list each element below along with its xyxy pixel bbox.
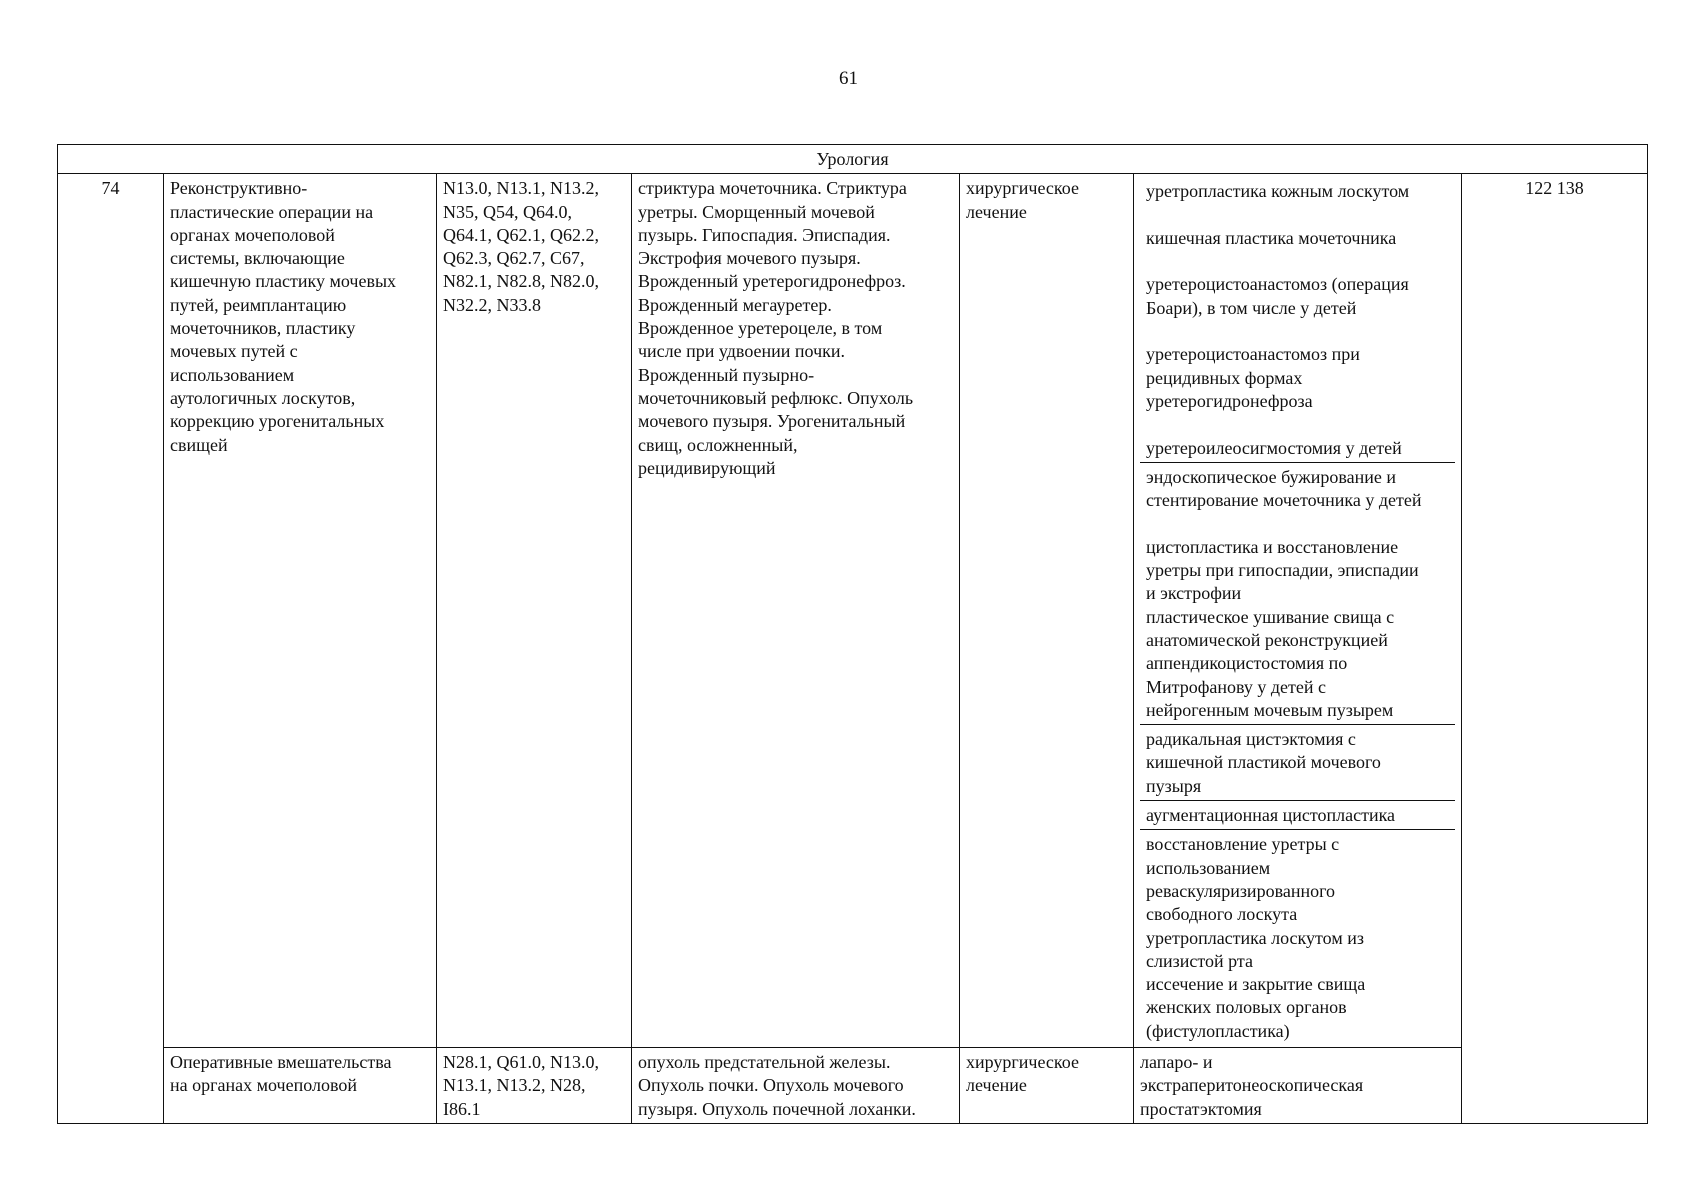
text-line: Q64.1, Q62.1, Q62.2, (443, 224, 599, 245)
method-line: иссечение и закрытие свища (1146, 974, 1366, 995)
method-line: уретропластика кожным лоскутом (1146, 181, 1410, 202)
method-line: кишечной пластикой мочевого (1146, 752, 1381, 773)
text-line: Врожденное уретероцеле, в том (638, 318, 883, 339)
text-line: N13.0, N13.1, N13.2, (443, 178, 599, 199)
diagnosis-codes-text (443, 177, 625, 317)
urology-table (57, 144, 1648, 1124)
text-line: пузыря. Опухоль почечной лоханки. (638, 1098, 916, 1119)
text-line: Q62.3, Q62.7, C67, (443, 248, 585, 269)
blank-line (1146, 512, 1449, 535)
text-line: N35, Q54, Q64.0, (443, 201, 572, 222)
procedure-group-name-2-text (170, 1051, 430, 1098)
blank-line (1146, 320, 1449, 343)
method-line: слизистой рта (1146, 950, 1253, 971)
text-line: кишечную пластику мочевых (170, 271, 397, 292)
text-line: использованием (170, 364, 295, 385)
table-row (58, 1047, 1648, 1123)
diagnosis-codes-2-text (443, 1051, 625, 1121)
method-line: уретропластика лоскутом из (1146, 927, 1364, 948)
method-line: пузыря (1146, 775, 1202, 796)
treatment-type-2 (960, 1047, 1134, 1123)
method-line: пластическое ушивание свища с (1146, 606, 1395, 627)
treatment-methods (1134, 174, 1462, 1048)
diagnosis-description-text (638, 177, 953, 480)
text-line: уретры. Сморщенный мочевой (638, 201, 875, 222)
diagnosis-description-2 (632, 1047, 960, 1123)
method-line: аугментационная цистопластика (1146, 805, 1396, 826)
method-cell (1140, 801, 1455, 830)
method-line: рецидивных формах (1146, 367, 1303, 388)
text-line: экстраперитонеоскопическая (1140, 1075, 1364, 1096)
text-line: мочевых путей с (170, 341, 298, 362)
method-line: уретероцистоанастомоз (операция (1146, 274, 1409, 295)
method-line: использованием (1146, 857, 1271, 878)
method-line: Боари), в том числе у детей (1146, 297, 1357, 318)
text-line: опухоль предстательной железы. (638, 1051, 891, 1072)
text-line: пластические операции на (170, 201, 374, 222)
method-line: уретры при гипоспадии, эписпадии (1146, 560, 1419, 581)
text-line: I86.1 (443, 1098, 481, 1119)
text-line: мочеточниковый рефлюкс. Опухоль (638, 387, 914, 408)
text-line: свищ, осложненный, (638, 434, 798, 455)
method-line: восстановление уретры с (1146, 834, 1340, 855)
text-line: лечение (966, 1075, 1027, 1096)
text-line: органах мочеполовой (170, 224, 335, 245)
table-row (58, 174, 1648, 1048)
treatment-method-2-text (1140, 1051, 1455, 1121)
text-line: хирургическое (966, 1051, 1079, 1072)
method-line: нейрогенным мочевым пузырем (1146, 699, 1394, 720)
text-line: Опухоль почки. Опухоль мочевого (638, 1075, 904, 1096)
method-line: (фистулопластика) (1146, 1020, 1290, 1041)
diagnosis-codes-2 (437, 1047, 632, 1123)
text-line: Врожденный уретерогидронефроз. (638, 271, 906, 292)
method-line: цистопластика и восстановление (1146, 536, 1399, 557)
treatment-methods-list (1140, 177, 1455, 1045)
text-line: N13.1, N13.2, N28, (443, 1075, 586, 1096)
procedure-group-name (164, 174, 437, 1048)
text-line: N32.2, N33.8 (443, 294, 541, 315)
section-row (58, 145, 1648, 174)
text-line: рецидивирующий (638, 457, 776, 478)
method-line: уретерогидронефроза (1146, 390, 1313, 411)
text-line: простатэктомия (1140, 1098, 1262, 1119)
blank-line (1146, 250, 1449, 273)
method-line: анатомической реконструкцией (1146, 629, 1388, 650)
section-title: Урология (58, 145, 1648, 174)
method-line: Митрофанову у детей с (1146, 676, 1327, 697)
diagnosis-codes (437, 174, 632, 1048)
blank-line (1146, 413, 1449, 436)
treatment-type-2-text (966, 1051, 1127, 1098)
method-cell (1140, 463, 1455, 725)
method-line: уретероцистоанастомоз при (1146, 344, 1360, 365)
treatment-method-2 (1134, 1047, 1462, 1123)
text-line: путей, реимплантацию (170, 294, 347, 315)
method-line: аппендикоцистостомия по (1146, 653, 1348, 674)
text-line: N82.1, N82.8, N82.0, (443, 271, 599, 292)
text-line: Экстрофия мочевого пузыря. (638, 248, 861, 269)
text-line: числе при удвоении почки. (638, 341, 846, 362)
text-line: на органах мочеполовой (170, 1075, 357, 1096)
text-line: Врожденный пузырно- (638, 364, 815, 385)
method-line: реваскуляризированного (1146, 880, 1336, 901)
diagnosis-description-2-text (638, 1051, 953, 1121)
text-line: системы, включающие (170, 248, 345, 269)
method-line: и экстрофии (1146, 583, 1242, 604)
price: 122 138 (1462, 174, 1648, 1124)
text-line: коррекцию урогенитальных (170, 411, 385, 432)
treatment-type (960, 174, 1134, 1048)
text-line: лечение (966, 201, 1027, 222)
text-line: Реконструктивно- (170, 178, 308, 199)
treatment-type-text (966, 177, 1127, 224)
method-line: радикальная цистэктомия с (1146, 729, 1356, 750)
text-line: мочеточников, пластику (170, 318, 356, 339)
method-cell (1140, 177, 1455, 463)
row-number: 74 (58, 174, 164, 1124)
blank-line (1146, 204, 1449, 227)
method-line: стентирование мочеточника у детей (1146, 490, 1422, 511)
text-line: свищей (170, 434, 228, 455)
text-line: стриктура мочеточника. Стриктура (638, 178, 907, 199)
method-line: женских половых органов (1146, 997, 1347, 1018)
text-line: лапаро- и (1140, 1051, 1213, 1072)
text-line: N28.1, Q61.0, N13.0, (443, 1051, 599, 1072)
procedure-group-name-text (170, 177, 430, 457)
text-line: аутологичных лоскутов, (170, 387, 356, 408)
text-line: мочевого пузыря. Урогенитальный (638, 411, 906, 432)
procedure-group-name-2 (164, 1047, 437, 1123)
text-line: Оперативные вмешательства (170, 1051, 392, 1072)
method-line: уретероилеосигмостомия у детей (1146, 437, 1402, 458)
method-line: свободного лоскута (1146, 904, 1298, 925)
method-line: эндоскопическое бужирование и (1146, 466, 1397, 487)
method-cell (1140, 725, 1455, 801)
method-cell (1140, 830, 1455, 1045)
text-line: хирургическое (966, 178, 1079, 199)
text-line: пузырь. Гипоспадия. Эписпадия. (638, 224, 891, 245)
method-line: кишечная пластика мочеточника (1146, 227, 1397, 248)
page-number: 61 (839, 68, 858, 89)
text-line: Врожденный мегауретер. (638, 294, 832, 315)
diagnosis-description (632, 174, 960, 1048)
